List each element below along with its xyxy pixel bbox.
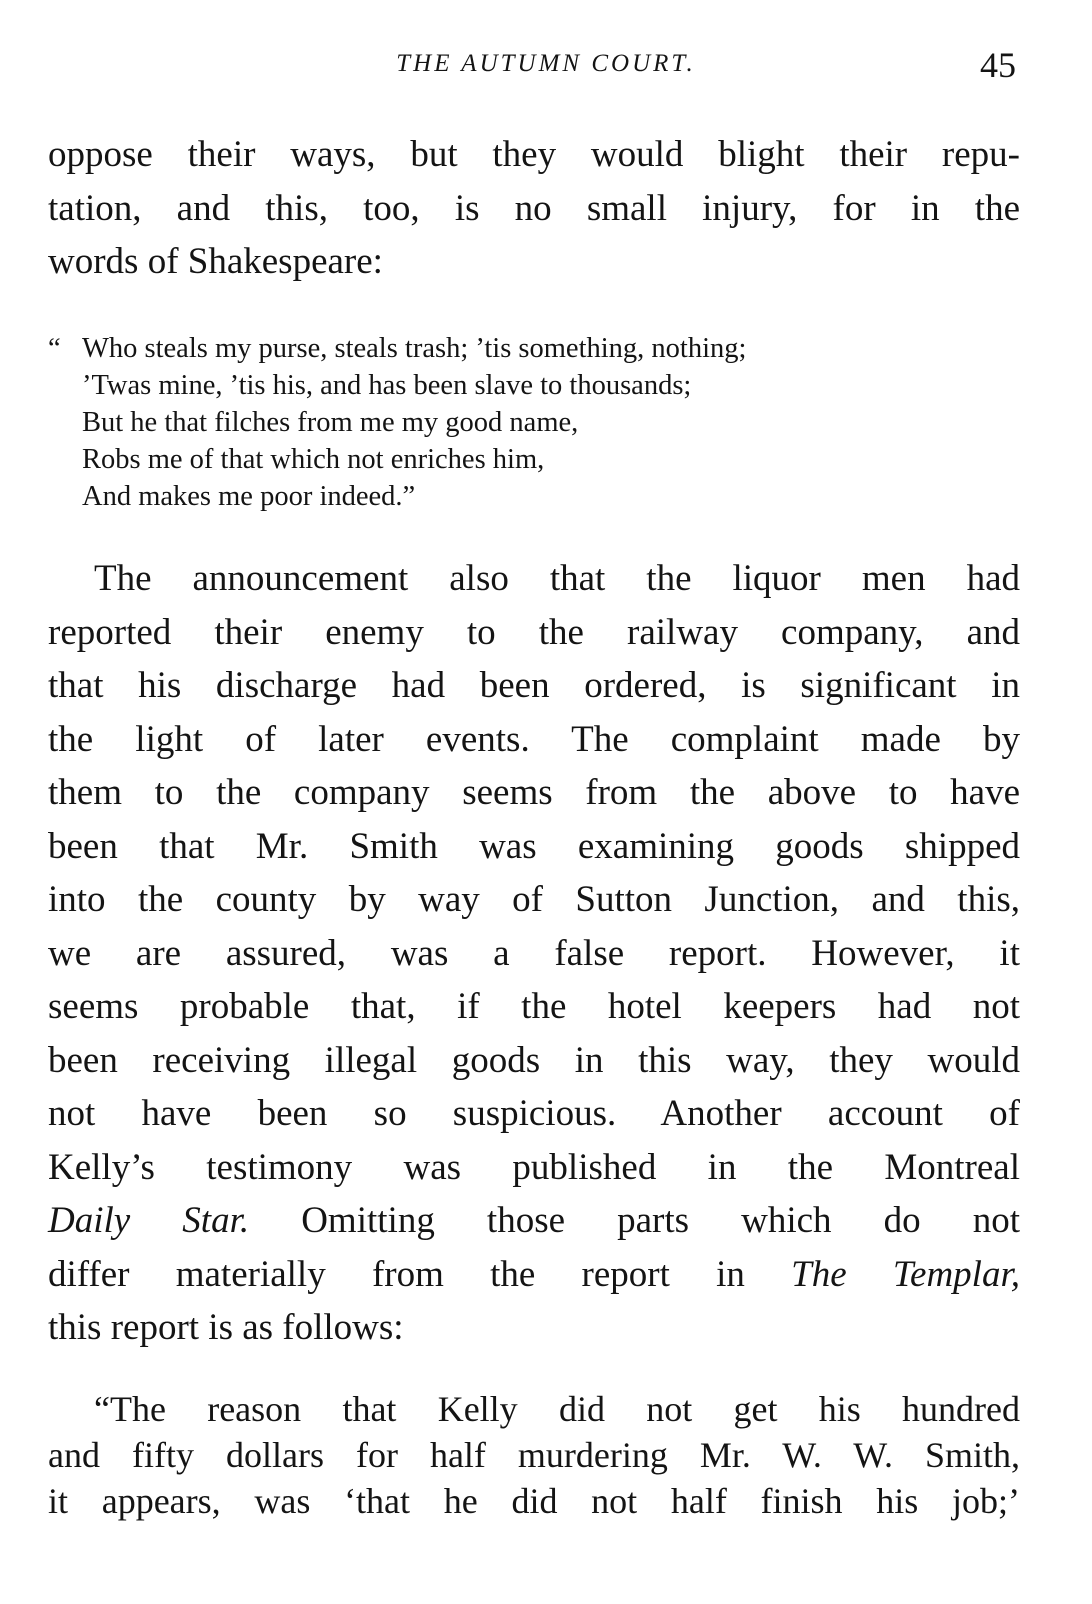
text-line: them to the company seems from the above to have xyxy=(48,772,1020,813)
shakespeare-quotation xyxy=(48,330,1028,515)
text-line: been receiving illegal goods in this way, they would xyxy=(48,1039,1020,1081)
text-line: Kelly’s testimony was published in the Montreal xyxy=(48,1146,1020,1188)
text-line: tation, and this, too, is no small injury, for in the xyxy=(48,187,1020,229)
text-line: that his discharge had been ordered, is significant in xyxy=(48,665,1020,706)
quote-open-mark: “ xyxy=(48,333,61,364)
italic-title-the-templar: The Templar, xyxy=(791,1253,1021,1295)
text-line: “The reason that Kelly did not get his hundred xyxy=(94,1389,1020,1429)
quote-line xyxy=(48,330,1028,367)
italic-title-daily-star: Daily Star. xyxy=(48,1200,250,1241)
quote-line-text: Who steals my purse, steals trash; ’tis something, nothing; xyxy=(82,333,747,364)
text-line: oppose their ways, but they would blight their repu- xyxy=(48,134,1020,175)
paragraph-3 xyxy=(48,1386,1020,1524)
text-line: we are assured, was a false report. However, it xyxy=(48,932,1020,974)
text-line: into the county by way of Sutton Junction, and this, xyxy=(48,879,1020,920)
text-line: reported their enemy to the railway company, and xyxy=(48,611,1020,653)
text-line: this report is as follows: xyxy=(48,1307,404,1348)
text-line: and fifty dollars for half murdering Mr. W. W. Smith, xyxy=(48,1435,1020,1475)
text-fragment: differ materially from the report in xyxy=(48,1253,792,1295)
text-line: the light of later events. The complaint made by xyxy=(48,718,1020,760)
quote-line: ’Twas mine, ’tis his, and has been slave to thousands; xyxy=(82,370,692,401)
paragraph-1 xyxy=(48,128,1020,289)
text-line xyxy=(48,1194,1020,1248)
text-line: The announcement also that the liquor men had xyxy=(94,558,1020,599)
text-line: been that Mr. Smith was examining goods shipped xyxy=(48,825,1020,867)
running-head xyxy=(0,44,1092,84)
page-number: 45 xyxy=(980,45,1016,85)
quote-line: Robs me of that which not enriches him, xyxy=(82,444,545,475)
text-fragment: Omitting those parts which do not xyxy=(249,1200,1020,1241)
quote-line: And makes me poor indeed.” xyxy=(82,481,416,512)
text-line: it appears, was ‘that he did not half finish his job;’ xyxy=(48,1481,1020,1521)
text-line xyxy=(48,1248,1020,1302)
paragraph-2 xyxy=(48,552,1020,1355)
running-title: THE AUTUMN COURT. xyxy=(396,50,696,77)
text-line: seems probable that, if the hotel keepers had not xyxy=(48,986,1020,1027)
text-line: not have been so suspicious. Another account of xyxy=(48,1093,1020,1134)
quote-line: But he that filches from me my good name, xyxy=(82,407,579,438)
text-line: words of Shakespeare: xyxy=(48,241,383,282)
